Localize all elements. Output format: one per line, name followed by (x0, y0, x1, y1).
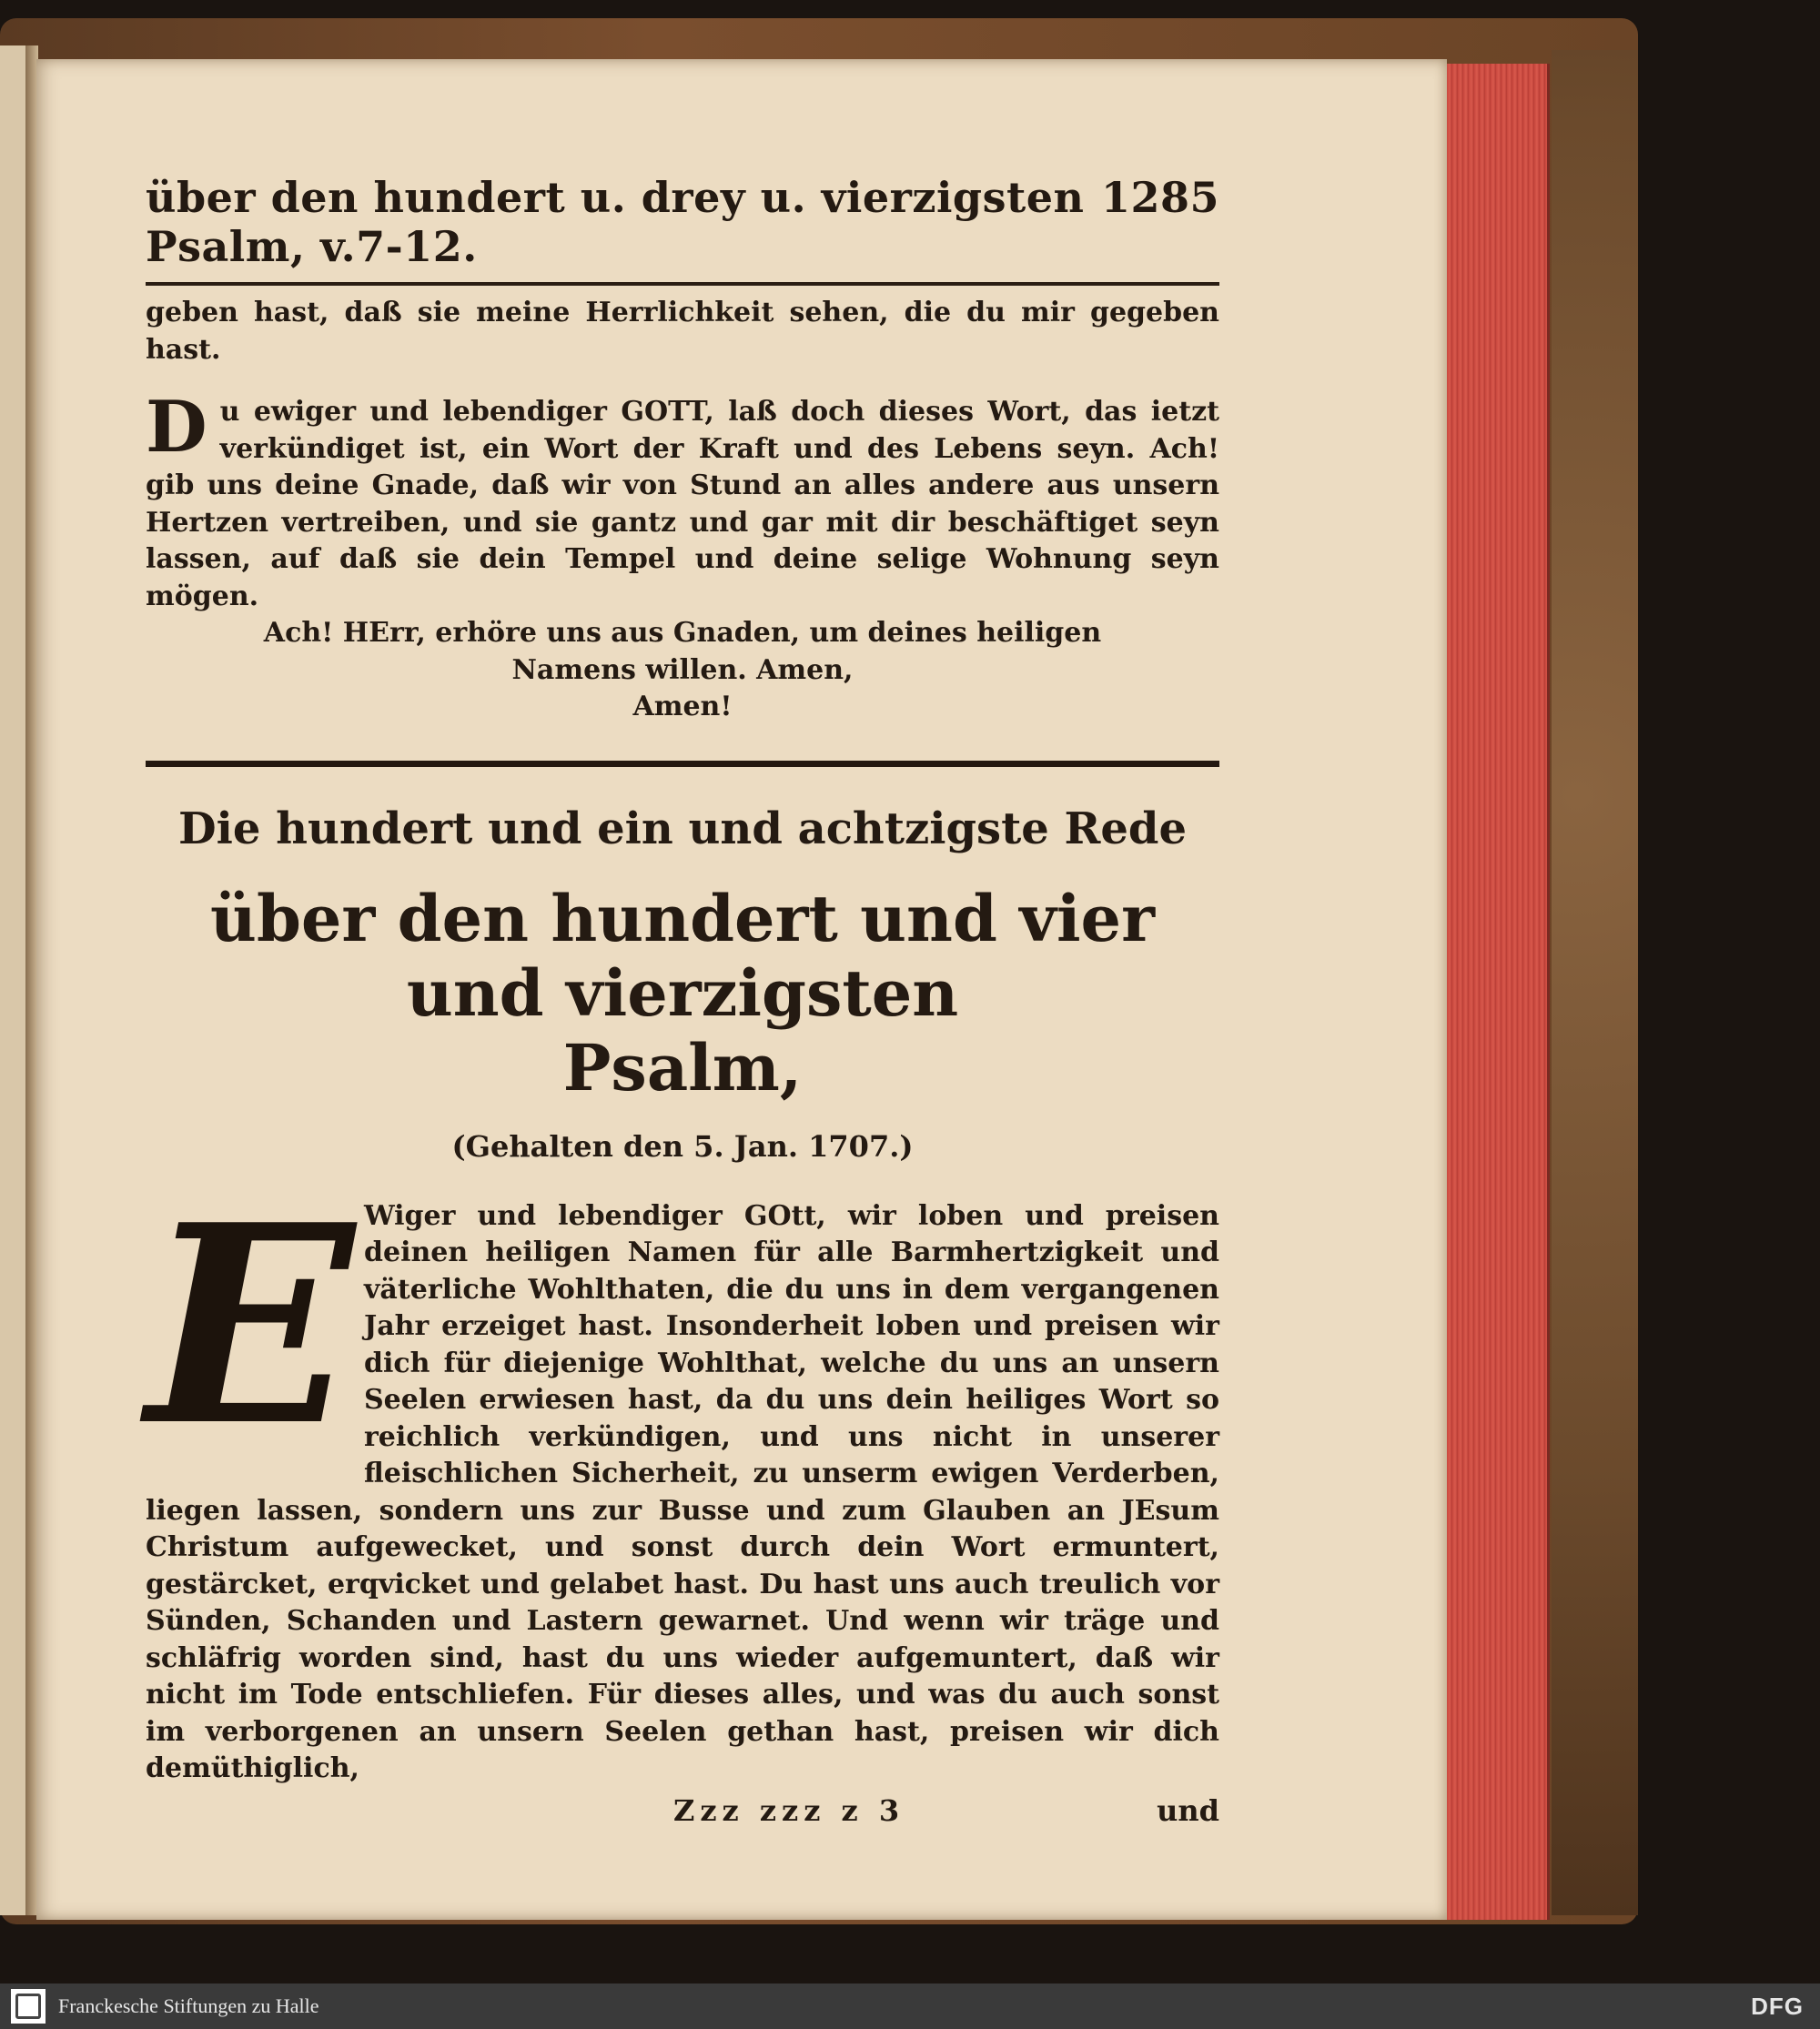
drop-cap-initial: E (146, 1164, 355, 1486)
page-content (146, 173, 1219, 1828)
sermon-title (146, 882, 1219, 1105)
sermon-title-line-1: über den hundert und vier und vierzigsten (210, 880, 1155, 1031)
institution-name: Franckesche Stiftungen zu Halle (58, 1994, 319, 2017)
prayer-text: u ewiger und lebendiger GOTT, laß doch dieses Wort, das ietzt verkündiget ist, ein Wort der Kraft und des Lebens seyn. Ach! gib uns deine Gnade, daß wir von Stund an alles andere aus unsern Hertzen vertreiben, und sie gantz und gar mit dir beschäftiget seyn lassen, auf daß sie dein Tempel und deine selige Wohnung seyn mögen. (146, 396, 1219, 612)
page-footer (146, 1793, 1219, 1828)
viewer-bottom-bar (0, 1984, 1820, 2029)
sermon-title-line-2: Psalm, (562, 1029, 803, 1105)
catchword: und (1157, 1792, 1219, 1828)
header-rule (146, 282, 1219, 286)
page-number: 1285 (1100, 173, 1219, 222)
prayer-closing-2: Namens willen. Amen, (511, 653, 854, 686)
sermon-block (146, 1164, 1219, 1788)
sermon-text: Wiger und lebendiger GOtt, wir loben und preisen deinen heiligen Namen für alle Barmhertzigkeit und väterliche Wohlthaten, die du uns in dem vergangenen Jahr erzeiget hast. Insonderheit loben und preisen wir dich für diejenige Wohlthat, welche du uns an unsern Seelen erwiesen hast, da du uns dein heiliges Wort so reichlich verkündigen, und uns nicht in unserer fleischlichen Sicherheit, zu unserm ewigen Verderben, liegen lassen, sondern uns zur Busse und zum Glauben an JEsum Christum aufgewecket, und sonst durch dein Wort ermuntert, gestärcket, erqvicket und gelabet hast. Du hast uns auch treulich vor Sünden, Schanden und Lastern gewarnet. Und wenn wir träge und schläfrig worden sind, hast du uns wieder aufgemuntert, daß wir nicht im Tode entschliefen. Für dieses alles, und was du auch sonst im verborgenen an unsern Seelen gethan hast, preisen wir dich demüthiglich, (146, 1199, 1219, 1784)
prayer-closing-3: Amen! (632, 691, 733, 722)
prayer-closing-1: Ach! HErr, erhöre uns aus Gnaden, um deines heiligen (263, 617, 1102, 649)
dfg-logo: DFG (1751, 1992, 1804, 2020)
page-edges-red (1447, 64, 1550, 1920)
running-head (146, 173, 1219, 278)
section-rule (146, 761, 1219, 767)
sermon-subtitle: Die hundert und ein und achtzigste Rede (177, 803, 1188, 854)
sermon-date: (Gehalten den 5. Jan. 1707.) (451, 1128, 914, 1164)
signature-mark: Zzz zzz z 3 (673, 1792, 905, 1828)
cover-right-edge (1552, 50, 1638, 1915)
prayer-initial: D (146, 386, 207, 469)
prayer-block (146, 386, 1219, 726)
intro-text: geben hast, daß sie meine Herrlichkeit sehen, die du mir gegeben hast. (146, 297, 1219, 366)
running-head-title: über den hundert u. drey u. vierzigsten Psalm, v.7-12. (146, 173, 1085, 271)
left-page-edge (0, 45, 25, 1915)
institution-credit (0, 1989, 319, 2024)
institution-logo-icon (11, 1989, 46, 2024)
